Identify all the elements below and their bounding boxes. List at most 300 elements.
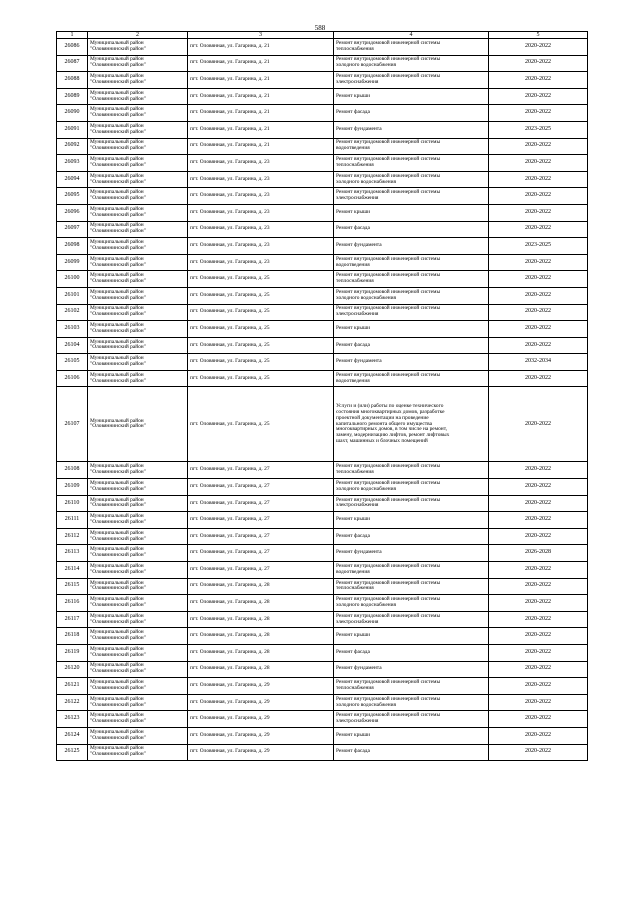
work-type-line: Ремонт крыши — [336, 516, 370, 523]
district-line: "Оловяннинский район" — [90, 211, 146, 218]
address-cell: пгт. Оловянная, ул. Гагарина, д. 27 — [188, 545, 334, 562]
row-number-cell: 26115 — [57, 578, 88, 595]
table-row — [57, 321, 588, 338]
table-row — [57, 645, 588, 662]
work-type-cell — [334, 88, 489, 105]
district-cell — [88, 238, 188, 255]
address-cell: пгт. Оловянная, ул. Гагарина, д. 25 — [188, 354, 334, 371]
table-row — [57, 611, 588, 628]
district-cell — [88, 221, 188, 238]
period-cell: 2020-2022 — [489, 727, 588, 744]
period-cell: 2020-2022 — [489, 55, 588, 72]
work-type-line: Ремонт внутридомовой инженерной системы — [336, 288, 441, 295]
work-type-line: водоотведения — [336, 145, 370, 152]
work-type-line: теплоснабжения — [336, 161, 374, 168]
district-cell — [88, 188, 188, 205]
work-type-cell — [334, 55, 489, 72]
row-number-cell: 26112 — [57, 528, 88, 545]
period-cell: 2032-2034 — [489, 354, 588, 371]
district-cell — [88, 694, 188, 711]
row-number-cell: 26124 — [57, 727, 88, 744]
address-cell: пгт. Оловянная, ул. Гагарина, д. 29 — [188, 678, 334, 695]
work-type-cell — [334, 354, 489, 371]
row-number-cell: 26093 — [57, 155, 88, 172]
address-cell: пгт. Оловянная, ул. Гагарина, д. 23 — [188, 171, 334, 188]
row-number-cell: 26088 — [57, 72, 88, 89]
row-number-cell: 26086 — [57, 39, 88, 56]
table-row — [57, 121, 588, 138]
district-cell — [88, 271, 188, 288]
work-type-cell — [334, 512, 489, 529]
district-cell — [88, 287, 188, 304]
district-line: "Оловяннинский район" — [90, 519, 146, 526]
district-cell — [88, 661, 188, 678]
district-line: Муниципальный район — [90, 417, 144, 424]
page-number: 588 — [314, 24, 326, 32]
district-line: Муниципальный район — [90, 239, 144, 246]
district-line: Муниципальный район — [90, 629, 144, 636]
district-line: "Оловяннинский район" — [90, 485, 146, 492]
period-cell: 2020-2022 — [489, 271, 588, 288]
address-cell: пгт. Оловянная, ул. Гагарина, д. 23 — [188, 188, 334, 205]
district-line: "Оловяннинский район" — [90, 327, 146, 334]
work-type-line: Ремонт крыши — [336, 324, 370, 331]
district-line: Муниципальный район — [90, 222, 144, 229]
row-number-cell: 26089 — [57, 88, 88, 105]
row-number-cell: 26125 — [57, 744, 88, 761]
district-line: "Оловяннинский район" — [90, 718, 146, 725]
period-cell: 2020-2022 — [489, 495, 588, 512]
district-line: "Оловяннинский район" — [90, 161, 146, 168]
row-number-cell: 26092 — [57, 138, 88, 155]
row-number-cell: 26104 — [57, 337, 88, 354]
work-type-line: Ремонт внутридомовой инженерной системы — [336, 679, 441, 686]
period-cell: 2020-2022 — [489, 628, 588, 645]
district-cell — [88, 138, 188, 155]
table-row — [57, 271, 588, 288]
work-type-line: Ремонт фундамента — [336, 665, 382, 672]
work-type-line: холодного водоснабжения — [336, 294, 396, 301]
period-cell: 2020-2022 — [489, 645, 588, 662]
district-line: Муниципальный район — [90, 156, 144, 163]
address-cell: пгт. Оловянная, ул. Гагарина, д. 28 — [188, 595, 334, 612]
address-cell: пгт. Оловянная, ул. Гагарина, д. 29 — [188, 711, 334, 728]
period-cell: 2023-2025 — [489, 238, 588, 255]
address-cell: пгт. Оловянная, ул. Гагарина, д. 23 — [188, 155, 334, 172]
address-cell: пгт. Оловянная, ул. Гагарина, д. 25 — [188, 271, 334, 288]
work-type-line: Ремонт фасада — [336, 748, 370, 755]
row-number-cell: 26121 — [57, 678, 88, 695]
address-cell: пгт. Оловянная, ул. Гагарина, д. 23 — [188, 221, 334, 238]
district-line: "Оловяннинский район" — [90, 651, 146, 658]
district-line: Муниципальный район — [90, 39, 144, 46]
district-line: "Оловяннинский район" — [90, 45, 146, 52]
table-row — [57, 254, 588, 271]
period-cell: 2020-2022 — [489, 562, 588, 579]
work-type-line: теплоснабжения — [336, 469, 374, 476]
district-cell — [88, 562, 188, 579]
row-number-cell: 26109 — [57, 479, 88, 496]
work-type-line: Ремонт внутридомовой инженерной системы — [336, 272, 441, 279]
row-number-cell: 26095 — [57, 188, 88, 205]
table-row — [57, 578, 588, 595]
table-row — [57, 744, 588, 761]
district-line: Муниципальный район — [90, 712, 144, 719]
table-row — [57, 138, 588, 155]
period-cell: 2020-2022 — [489, 254, 588, 271]
table-row — [57, 155, 588, 172]
work-type-line: Ремонт внутридомовой инженерной системы — [336, 255, 441, 262]
work-type-line: холодного водоснабжения — [336, 62, 396, 69]
period-cell: 2020-2022 — [489, 39, 588, 56]
work-type-cell — [334, 321, 489, 338]
work-type-line: Ремонт внутридомовой инженерной системы — [336, 156, 441, 163]
table-row — [57, 595, 588, 612]
row-number-cell: 26116 — [57, 595, 88, 612]
address-cell: пгт. Оловянная, ул. Гагарина, д. 28 — [188, 645, 334, 662]
district-line: "Оловяннинский район" — [90, 469, 146, 476]
period-cell: 2020-2022 — [489, 321, 588, 338]
work-type-line: Ремонт внутридомовой инженерной системы — [336, 712, 441, 719]
district-line: Муниципальный район — [90, 513, 144, 520]
row-number-cell: 26096 — [57, 204, 88, 221]
district-cell — [88, 354, 188, 371]
row-number-cell: 26108 — [57, 462, 88, 479]
district-cell — [88, 105, 188, 122]
work-type-cell — [334, 221, 489, 238]
work-type-cell — [334, 387, 489, 462]
district-cell — [88, 155, 188, 172]
district-line: Муниципальный район — [90, 139, 144, 146]
district-line: Муниципальный район — [90, 338, 144, 345]
district-cell — [88, 204, 188, 221]
district-line: "Оловяннинский район" — [90, 62, 146, 69]
work-type-line: Ремонт внутридомовой инженерной системы — [336, 562, 441, 569]
address-cell: пгт. Оловянная, ул. Гагарина, д. 25 — [188, 370, 334, 387]
work-type-cell — [334, 711, 489, 728]
work-type-line: водоотведения — [336, 568, 370, 575]
work-type-line: Ремонт фундамента — [336, 358, 382, 365]
district-line: "Оловяннинский район" — [90, 602, 146, 609]
district-line: "Оловяннинский район" — [90, 535, 146, 542]
period-cell: 2020-2022 — [489, 744, 588, 761]
work-type-cell — [334, 238, 489, 255]
district-cell — [88, 254, 188, 271]
district-cell — [88, 727, 188, 744]
district-cell — [88, 72, 188, 89]
district-line: Муниципальный район — [90, 679, 144, 686]
work-type-cell — [334, 528, 489, 545]
work-type-cell — [334, 744, 489, 761]
address-cell: пгт. Оловянная, ул. Гагарина, д. 23 — [188, 254, 334, 271]
district-line: Муниципальный район — [90, 695, 144, 702]
district-cell — [88, 744, 188, 761]
table-row — [57, 105, 588, 122]
period-cell: 2020-2022 — [489, 611, 588, 628]
district-cell — [88, 88, 188, 105]
work-type-cell — [334, 562, 489, 579]
period-cell: 2020-2022 — [489, 155, 588, 172]
row-number-cell: 26099 — [57, 254, 88, 271]
district-line: Муниципальный район — [90, 579, 144, 586]
district-line: Муниципальный район — [90, 56, 144, 63]
table-row — [57, 711, 588, 728]
address-cell: пгт. Оловянная, ул. Гагарина, д. 25 — [188, 321, 334, 338]
district-line: "Оловяннинский район" — [90, 568, 146, 575]
district-cell — [88, 479, 188, 496]
address-cell: пгт. Оловянная, ул. Гагарина, д. 21 — [188, 105, 334, 122]
row-number-cell: 26110 — [57, 495, 88, 512]
work-type-line: Ремонт внутридомовой инженерной системы — [336, 612, 441, 619]
work-type-line: электроснабжения — [336, 78, 379, 85]
district-line: Муниципальный район — [90, 596, 144, 603]
address-cell: пгт. Оловянная, ул. Гагарина, д. 29 — [188, 694, 334, 711]
district-line: "Оловяннинский район" — [90, 294, 146, 301]
district-line: Муниципальный район — [90, 288, 144, 295]
work-type-line: Услуги и (или) работы по оценке технического — [336, 402, 444, 409]
table-row — [57, 661, 588, 678]
row-number-cell: 26103 — [57, 321, 88, 338]
period-cell: 2020-2022 — [489, 171, 588, 188]
district-line: Муниципальный район — [90, 546, 144, 553]
work-type-cell — [334, 578, 489, 595]
table-row — [57, 479, 588, 496]
period-cell: 2020-2022 — [489, 694, 588, 711]
district-line: Муниципальный район — [90, 728, 144, 735]
district-cell — [88, 595, 188, 612]
period-cell: 2023-2025 — [489, 121, 588, 138]
address-cell: пгт. Оловянная, ул. Гагарина, д. 21 — [188, 121, 334, 138]
table-row — [57, 370, 588, 387]
work-type-line: Ремонт фундамента — [336, 125, 382, 132]
work-type-line: Ремонт фасада — [336, 109, 370, 116]
work-type-line: водоотведения — [336, 261, 370, 268]
district-line: "Оловяннинский район" — [90, 751, 146, 758]
row-number-cell: 26090 — [57, 105, 88, 122]
work-type-cell — [334, 287, 489, 304]
row-number-cell: 26114 — [57, 562, 88, 579]
district-cell — [88, 55, 188, 72]
work-type-line: капитального ремонта общего имущества — [336, 420, 432, 427]
district-cell — [88, 512, 188, 529]
district-line: "Оловяннинский район" — [90, 145, 146, 152]
district-line: Муниципальный район — [90, 89, 144, 96]
period-cell: 2020-2022 — [489, 462, 588, 479]
address-cell: пгт. Оловянная, ул. Гагарина, д. 25 — [188, 287, 334, 304]
period-cell: 2020-2022 — [489, 72, 588, 89]
district-line: Муниципальный район — [90, 255, 144, 262]
period-cell: 2020-2022 — [489, 88, 588, 105]
work-type-cell — [334, 727, 489, 744]
work-type-line: Ремонт внутридомовой инженерной системы — [336, 496, 441, 503]
work-type-line: Ремонт фасада — [336, 648, 370, 655]
period-cell: 2020-2022 — [489, 105, 588, 122]
period-cell: 2020-2022 — [489, 387, 588, 462]
district-line: Муниципальный район — [90, 496, 144, 503]
period-cell: 2020-2022 — [489, 595, 588, 612]
work-type-cell — [334, 271, 489, 288]
row-number-cell: 26122 — [57, 694, 88, 711]
repair-schedule-table — [56, 31, 588, 761]
district-line: "Оловяннинский район" — [90, 261, 146, 268]
work-type-cell — [334, 628, 489, 645]
work-type-line: Ремонт внутридомовой инженерной системы — [336, 579, 441, 586]
address-cell: пгт. Оловянная, ул. Гагарина, д. 25 — [188, 304, 334, 321]
district-line: Муниципальный район — [90, 463, 144, 470]
district-cell — [88, 387, 188, 462]
period-cell: 2020-2022 — [489, 287, 588, 304]
district-line: "Оловяннинский район" — [90, 377, 146, 384]
district-cell — [88, 462, 188, 479]
work-type-line: Ремонт внутридомовой инженерной системы — [336, 305, 441, 312]
district-line: "Оловяннинский район" — [90, 278, 146, 285]
work-type-cell — [334, 661, 489, 678]
table-row — [57, 337, 588, 354]
work-type-cell — [334, 645, 489, 662]
work-type-line: Ремонт фасада — [336, 225, 370, 232]
district-line: "Оловяннинский район" — [90, 734, 146, 741]
row-number-cell: 26105 — [57, 354, 88, 371]
period-cell: 2020-2022 — [489, 138, 588, 155]
row-number-cell: 26101 — [57, 287, 88, 304]
district-line: "Оловяннинский район" — [90, 178, 146, 185]
district-line: "Оловяннинский район" — [90, 635, 146, 642]
district-line: "Оловяннинский район" — [90, 701, 146, 708]
work-type-line: холодного водоснабжения — [336, 178, 396, 185]
work-type-cell — [334, 694, 489, 711]
work-type-line: теплоснабжения — [336, 45, 374, 52]
table-row — [57, 528, 588, 545]
work-type-cell — [334, 138, 489, 155]
address-cell: пгт. Оловянная, ул. Гагарина, д. 21 — [188, 72, 334, 89]
table-row — [57, 188, 588, 205]
column-header: 2 — [88, 32, 188, 39]
period-cell: 2020-2022 — [489, 528, 588, 545]
district-line: "Оловяннинский район" — [90, 361, 146, 368]
address-cell: пгт. Оловянная, ул. Гагарина, д. 21 — [188, 88, 334, 105]
table-row — [57, 495, 588, 512]
address-cell: пгт. Оловянная, ул. Гагарина, д. 23 — [188, 204, 334, 221]
work-type-line: теплоснабжения — [336, 585, 374, 592]
work-type-line: Ремонт внутридомовой инженерной системы — [336, 139, 441, 146]
district-line: Муниципальный район — [90, 562, 144, 569]
work-type-cell — [334, 39, 489, 56]
work-type-line: теплоснабжения — [336, 278, 374, 285]
district-line: "Оловяннинский район" — [90, 684, 146, 691]
address-cell: пгт. Оловянная, ул. Гагарина, д. 27 — [188, 562, 334, 579]
period-cell: 2020-2022 — [489, 578, 588, 595]
work-type-line: состояния многоквартирных домов, разработке — [336, 408, 445, 415]
work-type-line: холодного водоснабжения — [336, 602, 396, 609]
district-cell — [88, 545, 188, 562]
district-line: "Оловяннинский район" — [90, 244, 146, 251]
work-type-line: многоквартирных домов, в том числе на ремонт, — [336, 426, 447, 433]
district-line: Муниципальный район — [90, 529, 144, 536]
work-type-line: электроснабжения — [336, 311, 379, 318]
row-number-cell: 26120 — [57, 661, 88, 678]
period-cell: 2020-2022 — [489, 661, 588, 678]
district-cell — [88, 171, 188, 188]
row-number-cell: 26098 — [57, 238, 88, 255]
period-cell: 2026-2028 — [489, 545, 588, 562]
work-type-line: Ремонт крыши — [336, 731, 370, 738]
table-row — [57, 55, 588, 72]
district-line: "Оловяннинский район" — [90, 668, 146, 675]
district-cell — [88, 304, 188, 321]
row-number-cell: 26111 — [57, 512, 88, 529]
work-type-cell — [334, 611, 489, 628]
row-number-cell: 26113 — [57, 545, 88, 562]
table-row — [57, 88, 588, 105]
address-cell: пгт. Оловянная, ул. Гагарина, д. 21 — [188, 55, 334, 72]
period-cell: 2020-2022 — [489, 678, 588, 695]
address-cell: пгт. Оловянная, ул. Гагарина, д. 29 — [188, 744, 334, 761]
work-type-cell — [334, 105, 489, 122]
work-type-line: Ремонт внутридомовой инженерной системы — [336, 479, 441, 486]
district-line: Муниципальный район — [90, 189, 144, 196]
district-line: Муниципальный район — [90, 205, 144, 212]
work-type-line: Ремонт фасада — [336, 341, 370, 348]
address-cell: пгт. Оловянная, ул. Гагарина, д. 27 — [188, 512, 334, 529]
table-row — [57, 171, 588, 188]
work-type-line: шахт, машинных и блочных помещений — [336, 438, 428, 445]
work-type-cell — [334, 370, 489, 387]
work-type-line: электроснабжения — [336, 618, 379, 625]
district-line: "Оловяннинский район" — [90, 618, 146, 625]
work-type-cell — [334, 72, 489, 89]
row-number-cell: 26102 — [57, 304, 88, 321]
address-cell: пгт. Оловянная, ул. Гагарина, д. 28 — [188, 578, 334, 595]
work-type-cell — [334, 204, 489, 221]
address-cell: пгт. Оловянная, ул. Гагарина, д. 28 — [188, 628, 334, 645]
row-number-cell: 26119 — [57, 645, 88, 662]
table-row — [57, 562, 588, 579]
work-type-cell — [334, 495, 489, 512]
district-line: Муниципальный район — [90, 122, 144, 129]
table-row — [57, 287, 588, 304]
period-cell: 2020-2022 — [489, 512, 588, 529]
district-line: "Оловяннинский район" — [90, 228, 146, 235]
district-cell — [88, 645, 188, 662]
district-line: Муниципальный район — [90, 106, 144, 113]
work-type-cell — [334, 171, 489, 188]
district-line: Муниципальный район — [90, 612, 144, 619]
work-type-cell — [334, 462, 489, 479]
work-type-line: электроснабжения — [336, 718, 379, 725]
address-cell: пгт. Оловянная, ул. Гагарина, д. 28 — [188, 611, 334, 628]
table-row — [57, 238, 588, 255]
district-line: Муниципальный район — [90, 662, 144, 669]
work-type-line: Ремонт внутридомовой инженерной системы — [336, 39, 441, 46]
district-cell — [88, 528, 188, 545]
period-cell: 2020-2022 — [489, 204, 588, 221]
table-row — [57, 39, 588, 56]
work-type-line: Ремонт фундамента — [336, 549, 382, 556]
work-type-cell — [334, 545, 489, 562]
work-type-line: Ремонт фасада — [336, 532, 370, 539]
table-row — [57, 387, 588, 462]
work-type-line: Ремонт внутридомовой инженерной системы — [336, 695, 441, 702]
table-row — [57, 628, 588, 645]
work-type-line: Ремонт крыши — [336, 92, 370, 99]
district-cell — [88, 611, 188, 628]
column-header: 4 — [334, 32, 489, 39]
district-line: "Оловяннинский район" — [90, 195, 146, 202]
district-line: "Оловяннинский район" — [90, 552, 146, 559]
district-line: "Оловяннинский район" — [90, 311, 146, 318]
address-cell: пгт. Оловянная, ул. Гагарина, д. 27 — [188, 528, 334, 545]
column-header: 3 — [188, 32, 334, 39]
